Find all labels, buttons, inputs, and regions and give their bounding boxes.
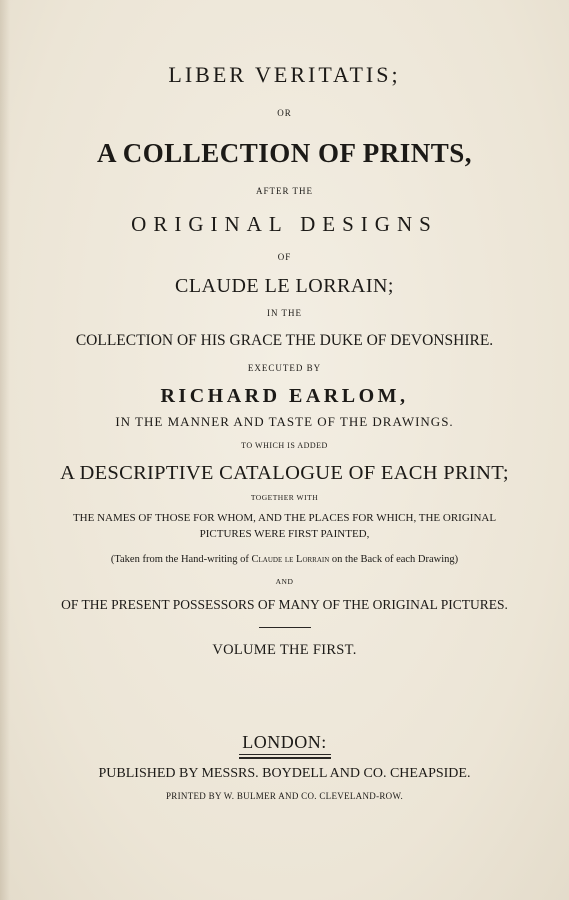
subtitle-collection: A COLLECTION OF PRINTS, bbox=[96, 138, 473, 168]
main-title: LIBER VERITATIS; bbox=[168, 62, 401, 87]
handwriting-note bbox=[0, 555, 569, 566]
divider-rule bbox=[259, 627, 311, 628]
artist-name: CLAUDE LE LORRAIN; bbox=[175, 275, 394, 297]
connector-to-which-is-added: TO WHICH IS ADDED bbox=[241, 441, 328, 450]
connector-together-with: TOGETHER WITH bbox=[250, 493, 319, 502]
double-rule-top bbox=[239, 754, 331, 755]
publisher-line: PUBLISHED BY MESSRS. BOYDELL AND CO. CHEAPSIDE. bbox=[98, 766, 471, 781]
collection-of-duke: COLLECTION OF HIS GRACE THE DUKE OF DEVONSHIRE. bbox=[75, 332, 494, 349]
connector-of: OF bbox=[277, 252, 292, 262]
double-rule-bottom bbox=[239, 757, 331, 759]
connector-after-the: AFTER THE bbox=[255, 186, 314, 196]
names-line-2: PICTURES WERE FIRST PAINTED, bbox=[199, 528, 370, 540]
place-london: LONDON: bbox=[242, 732, 327, 752]
names-line-1: THE NAMES OF THOSE FOR WHOM, AND THE PLACES FOR WHICH, THE ORIGINAL bbox=[72, 512, 497, 524]
connector-executed-by: EXECUTED BY bbox=[247, 363, 322, 373]
present-possessors: OF THE PRESENT POSSESSORS OF MANY OF THE ORIGINAL PICTURES. bbox=[61, 597, 508, 612]
volume-line: VOLUME THE FIRST. bbox=[212, 642, 357, 658]
handwriting-note-part-1: (Taken from the Hand-writing of bbox=[110, 554, 252, 565]
page-edge-shadow bbox=[0, 0, 10, 900]
handwriting-note-artist: Claude le Lorrain bbox=[251, 554, 330, 565]
connector-in-the: IN THE bbox=[266, 308, 303, 318]
connector-and: AND bbox=[275, 577, 294, 586]
connector-or: OR bbox=[277, 108, 292, 118]
engraver-name: RICHARD EARLOM, bbox=[160, 385, 409, 407]
descriptive-catalogue: A DESCRIPTIVE CATALOGUE OF EACH PRINT; bbox=[60, 462, 509, 484]
manner-line: IN THE MANNER AND TASTE OF THE DRAWINGS. bbox=[115, 414, 454, 429]
printer-line: PRINTED BY W. BULMER AND CO. CLEVELAND-ROW. bbox=[166, 791, 403, 801]
original-designs: ORIGINAL DESIGNS bbox=[131, 212, 438, 236]
handwriting-note-part-2: on the Back of each Drawing) bbox=[329, 554, 459, 565]
